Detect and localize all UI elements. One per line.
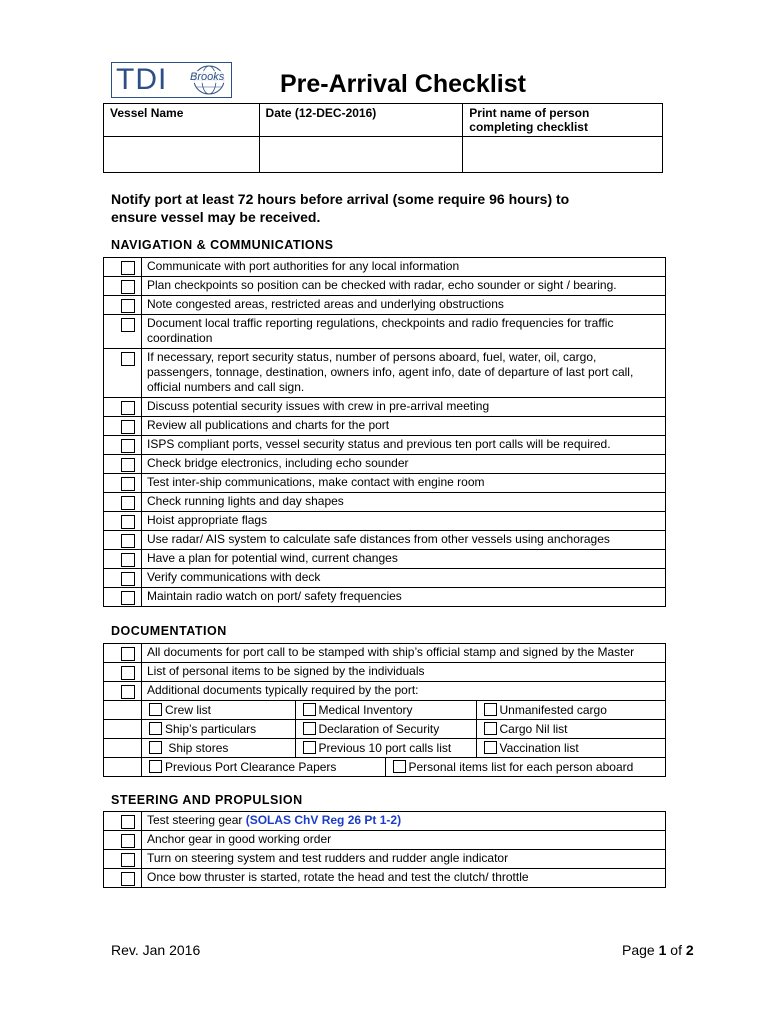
checklist-item-text xyxy=(142,812,666,831)
checklist-item-text: Plan checkpoints so position can be checked with radar, echo sounder or sight / bearing. xyxy=(142,277,666,296)
checklist-item-text: Note congested areas, restricted areas and underlying obstructions xyxy=(142,296,666,315)
checklist-row xyxy=(104,417,666,436)
empty-cell xyxy=(104,739,142,758)
sub-checklist-option xyxy=(142,758,385,776)
sub-checklist-option xyxy=(476,739,665,757)
checkbox-cell xyxy=(104,277,142,296)
empty-cell xyxy=(104,758,142,777)
checkbox[interactable] xyxy=(121,318,135,332)
checklist-row xyxy=(104,277,666,296)
page-number xyxy=(622,942,694,958)
sub-checklist-option xyxy=(295,739,476,757)
print-name-line1: Print name of person xyxy=(469,106,590,120)
sub-checklist-option xyxy=(295,720,476,738)
section-heading-documentation: DOCUMENTATION xyxy=(111,624,227,638)
page-of: of xyxy=(666,942,686,958)
checkbox[interactable] xyxy=(121,553,135,567)
checklist-item-text: Communicate with port authorities for any local information xyxy=(142,258,666,277)
checklist-item-text: Turn on steering system and test rudders and rudder angle indicator xyxy=(142,850,666,869)
sub-checklist-option xyxy=(142,701,295,719)
empty-cell xyxy=(104,701,142,720)
checklist-item-text: Document local traffic reporting regulations, checkpoints and radio frequencies for traffic coordination xyxy=(142,315,666,349)
checklist-item-text: Discuss potential security issues with crew in pre-arrival meeting xyxy=(142,398,666,417)
checkbox[interactable] xyxy=(121,534,135,548)
checkbox[interactable] xyxy=(121,647,135,661)
checkbox[interactable] xyxy=(121,572,135,586)
steering-checklist xyxy=(103,811,666,888)
checkbox[interactable] xyxy=(121,515,135,529)
steering-item-text: Test steering gear xyxy=(147,813,246,827)
sub-option-label: Declaration of Security xyxy=(318,722,440,736)
sub-options-cell xyxy=(142,739,666,758)
checkbox[interactable] xyxy=(121,815,135,829)
checkbox-cell xyxy=(104,455,142,474)
checklist-item-text: Hoist appropriate flags xyxy=(142,512,666,531)
sub-option-label: Ship stores xyxy=(165,741,229,755)
print-name-field[interactable] xyxy=(463,137,663,173)
checklist-item-text: Check bridge electronics, including echo sounder xyxy=(142,455,666,474)
checkbox-cell xyxy=(104,569,142,588)
date-field[interactable] xyxy=(259,137,463,173)
sub-checklist-row xyxy=(104,758,666,777)
sub-option-label: Previous 10 port calls list xyxy=(318,741,452,755)
checklist-item-text: Maintain radio watch on port/ safety frequencies xyxy=(142,588,666,607)
sub-options-cell xyxy=(142,758,666,777)
checkbox[interactable] xyxy=(484,741,497,754)
checklist-item-text: Use radar/ AIS system to calculate safe distances from other vessels using anchorages xyxy=(142,531,666,550)
empty-cell xyxy=(104,720,142,739)
checkbox[interactable] xyxy=(393,760,406,773)
vessel-info-table xyxy=(103,103,663,173)
sub-checklist-row xyxy=(104,739,666,758)
checklist-item-text: Once bow thruster is started, rotate the head and test the clutch/ throttle xyxy=(142,869,666,888)
documentation-checklist xyxy=(103,643,666,777)
checklist-item-text: Review all publications and charts for the port xyxy=(142,417,666,436)
solas-reference-link[interactable]: (SOLAS ChV Reg 26 Pt 1-2) xyxy=(245,813,402,827)
checkbox[interactable] xyxy=(121,420,135,434)
sub-checklist-option xyxy=(476,720,665,738)
checklist-item-text: Additional documents typically required by the port: xyxy=(142,682,666,701)
checklist-row xyxy=(104,531,666,550)
print-name-line2: completing checklist xyxy=(469,120,588,134)
checklist-row xyxy=(104,296,666,315)
sub-checklist-option xyxy=(142,720,295,738)
checkbox-cell xyxy=(104,296,142,315)
sub-option-label: Medical Inventory xyxy=(318,703,413,717)
sub-option-label: Unmanifested cargo xyxy=(499,703,607,717)
checkbox[interactable] xyxy=(303,741,316,754)
checkbox-cell xyxy=(104,644,142,663)
checkbox[interactable] xyxy=(121,872,135,886)
checkbox-cell xyxy=(104,850,142,869)
checkbox[interactable] xyxy=(121,352,135,366)
checkbox-cell xyxy=(104,349,142,398)
checkbox[interactable] xyxy=(121,280,135,294)
notify-line-1: Notify port at least 72 hours before arrival (some require 96 hours) to xyxy=(111,191,570,207)
checkbox-cell xyxy=(104,663,142,682)
checklist-item-text: Anchor gear in good working order xyxy=(142,831,666,850)
checkbox[interactable] xyxy=(149,760,162,773)
sub-options-cell xyxy=(142,701,666,720)
checklist-row xyxy=(104,850,666,869)
checkbox-cell xyxy=(104,831,142,850)
checkbox-cell xyxy=(104,493,142,512)
sub-checklist-option xyxy=(385,758,665,776)
checklist-row xyxy=(104,349,666,398)
checkbox[interactable] xyxy=(149,741,162,754)
checkbox-cell xyxy=(104,588,142,607)
checklist-row xyxy=(104,512,666,531)
checkbox[interactable] xyxy=(484,722,497,735)
vessel-name-field[interactable] xyxy=(104,137,260,173)
section-heading-navigation: NAVIGATION & COMMUNICATIONS xyxy=(111,238,334,252)
logo-text: TDI xyxy=(116,63,168,96)
checkbox[interactable] xyxy=(303,703,316,716)
checkbox[interactable] xyxy=(121,261,135,275)
checklist-row xyxy=(104,644,666,663)
checkbox[interactable] xyxy=(121,477,135,491)
checkbox[interactable] xyxy=(149,722,162,735)
revision-label: Rev. Jan 2016 xyxy=(111,942,201,958)
sub-checklist-option xyxy=(476,701,665,719)
print-name-header xyxy=(463,104,663,137)
checkbox[interactable] xyxy=(121,591,135,605)
sub-option-label: Ship’s particulars xyxy=(165,722,257,736)
tdi-brooks-logo xyxy=(111,62,232,98)
sub-option-label: Crew list xyxy=(165,703,212,717)
checkbox[interactable] xyxy=(121,439,135,453)
checklist-item-text: ISPS compliant ports, vessel security status and previous ten port calls will be required. xyxy=(142,436,666,455)
checklist-row xyxy=(104,682,666,701)
sub-checklist-row xyxy=(104,720,666,739)
page-title: Pre-Arrival Checklist xyxy=(280,70,526,98)
navigation-checklist xyxy=(103,257,666,607)
checklist-row xyxy=(104,569,666,588)
sub-option-label: Personal items list for each person aboard xyxy=(408,760,634,774)
checkbox[interactable] xyxy=(121,458,135,472)
checklist-row xyxy=(104,869,666,888)
sub-option-label: Vaccination list xyxy=(499,741,579,755)
notify-notice xyxy=(111,190,671,226)
page-prefix: Page xyxy=(622,942,659,958)
sub-options-cell xyxy=(142,720,666,739)
checkbox-cell xyxy=(104,315,142,349)
checkbox[interactable] xyxy=(121,401,135,415)
checkbox[interactable] xyxy=(121,666,135,680)
checklist-item-text: Have a plan for potential wind, current changes xyxy=(142,550,666,569)
section-heading-steering: STEERING AND PROPULSION xyxy=(111,793,303,807)
checklist-row xyxy=(104,663,666,682)
checklist-item-text: All documents for port call to be stamped with ship’s official stamp and signed by the Master xyxy=(142,644,666,663)
logo-sub-text: Brooks xyxy=(190,71,225,83)
checklist-row xyxy=(104,398,666,417)
checklist-row xyxy=(104,588,666,607)
checkbox-cell xyxy=(104,682,142,701)
checklist-item-text: List of personal items to be signed by the individuals xyxy=(142,663,666,682)
checkbox[interactable] xyxy=(121,685,135,699)
notify-line-2: ensure vessel may be received. xyxy=(111,209,321,225)
checkbox[interactable] xyxy=(121,496,135,510)
checklist-row xyxy=(104,812,666,831)
checkbox-cell xyxy=(104,436,142,455)
checklist-row xyxy=(104,550,666,569)
checklist-item-text: Test inter-ship communications, make contact with engine room xyxy=(142,474,666,493)
checkbox-cell xyxy=(104,812,142,831)
sub-checklist-option xyxy=(295,701,476,719)
checklist-item-text: If necessary, report security status, number of persons aboard, fuel, water, oil, cargo, passengers, tonnage, destination, owners info, agent info, date of departure of last port call, official numbers and call sign. xyxy=(142,349,666,398)
checklist-row xyxy=(104,493,666,512)
checkbox[interactable] xyxy=(484,703,497,716)
checkbox[interactable] xyxy=(121,299,135,313)
checkbox[interactable] xyxy=(121,834,135,848)
checklist-item-text: Verify communications with deck xyxy=(142,569,666,588)
checkbox-cell xyxy=(104,550,142,569)
page-total: 2 xyxy=(685,942,694,958)
checklist-item-text: Check running lights and day shapes xyxy=(142,493,666,512)
checkbox[interactable] xyxy=(149,703,162,716)
checklist-row xyxy=(104,831,666,850)
checklist-row xyxy=(104,258,666,277)
checkbox[interactable] xyxy=(121,853,135,867)
sub-option-label: Cargo Nil list xyxy=(499,722,568,736)
sub-checklist-option xyxy=(142,739,295,757)
sub-checklist-row xyxy=(104,701,666,720)
vessel-name-header: Vessel Name xyxy=(104,104,260,137)
checkbox-cell xyxy=(104,512,142,531)
date-header: Date (12-DEC-2016) xyxy=(259,104,463,137)
sub-option-label: Previous Port Clearance Papers xyxy=(165,760,337,774)
checkbox[interactable] xyxy=(303,722,316,735)
checkbox-cell xyxy=(104,398,142,417)
checklist-row xyxy=(104,436,666,455)
checkbox-cell xyxy=(104,258,142,277)
page-current: 1 xyxy=(658,942,667,958)
checklist-row xyxy=(104,455,666,474)
checkbox-cell xyxy=(104,531,142,550)
checklist-row xyxy=(104,315,666,349)
checkbox-cell xyxy=(104,869,142,888)
checkbox-cell xyxy=(104,417,142,436)
checklist-row xyxy=(104,474,666,493)
checkbox-cell xyxy=(104,474,142,493)
